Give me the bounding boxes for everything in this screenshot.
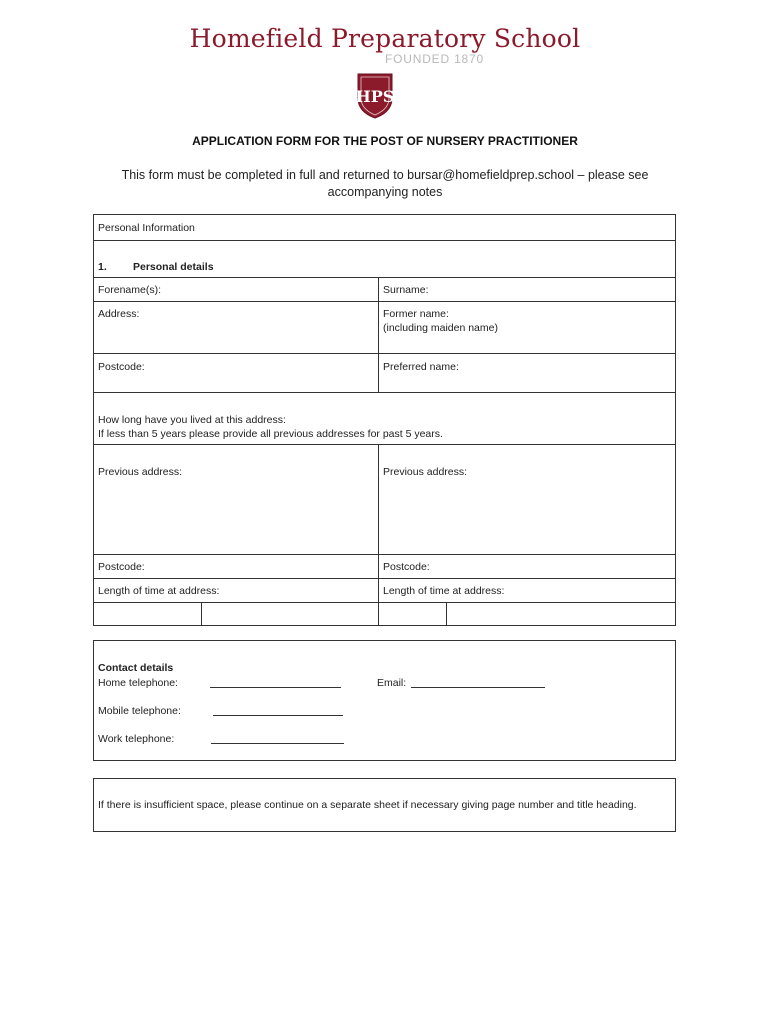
previous-address-1-label: Previous address:	[98, 466, 183, 478]
school-name: Homefield Preparatory School	[189, 24, 581, 53]
email-label: Email:	[377, 677, 407, 689]
length-time-2-label: Length of time at address:	[383, 585, 505, 597]
how-long-label: How long have you lived at this address:	[98, 414, 286, 426]
mobile-telephone-input-line[interactable]	[213, 715, 343, 716]
svg-text:HPS: HPS	[355, 87, 395, 106]
surname-label: Surname:	[383, 284, 429, 296]
section-number: 1.	[98, 261, 107, 273]
how-long-field[interactable]	[93, 392, 676, 445]
previous-address-2-label: Previous address:	[383, 466, 468, 478]
previous-address-1-field[interactable]	[93, 444, 379, 555]
personal-details-heading-cell	[93, 240, 676, 278]
home-telephone-label: Home telephone:	[98, 677, 178, 689]
forenames-field[interactable]	[93, 277, 379, 302]
length-time-1-field[interactable]	[93, 578, 379, 603]
preferred-name-label: Preferred name:	[383, 361, 459, 373]
length-time-2-field[interactable]	[378, 578, 676, 603]
home-telephone-input-line[interactable]	[210, 687, 341, 688]
postcode-field[interactable]	[93, 353, 379, 393]
email-input-line[interactable]	[411, 687, 545, 688]
address-label: Address:	[98, 308, 140, 320]
former-name-note: (including maiden name)	[383, 322, 498, 334]
how-long-note: If less than 5 years please provide all previous addresses for past 5 years.	[98, 428, 443, 440]
form-instructions: This form must be completed in full and returned to bursar@homefieldprep.school – please see accompanying notes	[121, 168, 649, 199]
mobile-telephone-label: Mobile telephone:	[98, 705, 181, 717]
forenames-label: Forename(s):	[98, 284, 162, 296]
postcode-label: Postcode:	[98, 361, 145, 373]
personal-details-heading: Personal details	[133, 261, 214, 273]
length-time-2-entry-a[interactable]	[378, 602, 447, 626]
work-telephone-label: Work telephone:	[98, 733, 175, 745]
former-name-label: Former name:	[383, 308, 449, 320]
previous-postcode-2-label: Postcode:	[383, 561, 430, 573]
preferred-name-field[interactable]	[378, 353, 676, 393]
founded-label: FOUNDED 1870	[385, 52, 484, 66]
length-time-1-label: Length of time at address:	[98, 585, 220, 597]
previous-postcode-2-field[interactable]	[378, 554, 676, 579]
form-title: APPLICATION FORM FOR THE POST OF NURSERY PRACTITIONER	[192, 134, 578, 148]
length-time-2-entry-b[interactable]	[446, 602, 676, 626]
address-field[interactable]	[93, 301, 379, 354]
personal-info-header-cell	[93, 214, 676, 241]
work-telephone-input-line[interactable]	[211, 743, 344, 744]
previous-postcode-1-field[interactable]	[93, 554, 379, 579]
personal-information-table	[93, 214, 676, 626]
contact-details-box	[93, 640, 676, 761]
surname-field[interactable]	[378, 277, 676, 302]
length-time-1-entry-b[interactable]	[201, 602, 379, 626]
previous-address-2-field[interactable]	[378, 444, 676, 555]
school-crest-logo	[355, 72, 395, 120]
former-name-field[interactable]	[378, 301, 676, 354]
personal-info-header: Personal Information	[98, 222, 195, 234]
length-time-1-entry-a[interactable]	[93, 602, 202, 626]
contact-details-heading: Contact details	[98, 662, 174, 674]
previous-postcode-1-label: Postcode:	[98, 561, 145, 573]
continuation-note-box	[93, 778, 676, 832]
continuation-note: If there is insufficient space, please continue on a separate sheet if necessary giving page number and title heading.	[98, 799, 637, 811]
